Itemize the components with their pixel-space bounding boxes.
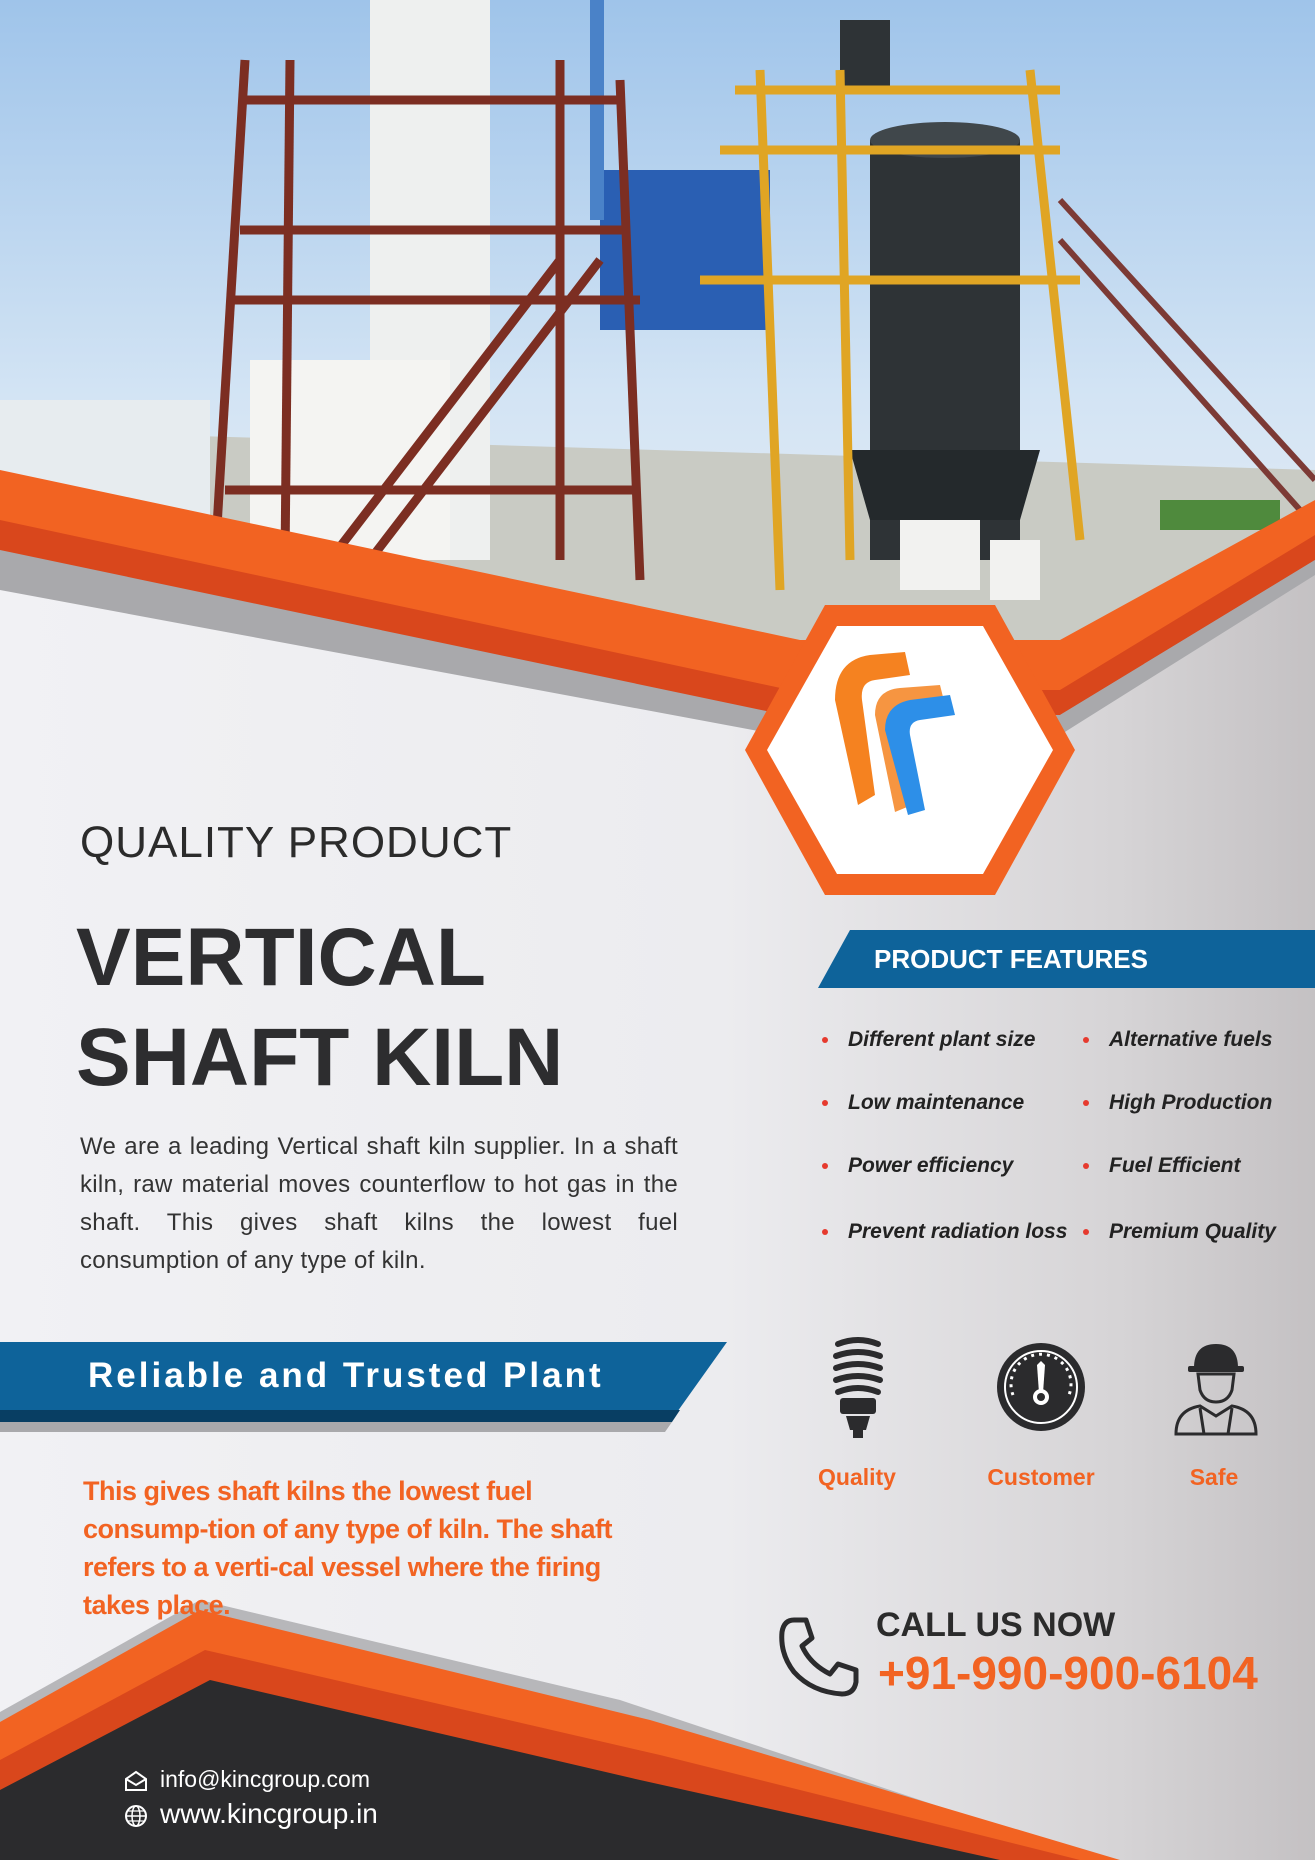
call-label: CALL US NOW [876,1606,1116,1644]
phone-number[interactable]: +91-990-900-6104 [878,1647,1258,1699]
badge-label: Customer [987,1464,1095,1490]
description: We are a leading Vertical shaft kiln supplier. In a shaft kiln, raw material moves counterflow to hot gas in the shaft. This gives shaft kilns the lowest fuel consumption of any type of kiln. [80,1133,678,1274]
highlight-text: This gives shaft kilns the lowest fuel consump-tion of any type of kiln. The shaft refers to a verti-cal vessel where the firing takes place. [83,1476,613,1620]
kicker: QUALITY PRODUCT [80,818,513,867]
bullet-icon [822,1037,828,1043]
banner-text: Reliable and Trusted Plant [88,1356,604,1395]
phone-icon [776,1614,862,1700]
feature-item: Low maintenance [822,1091,1024,1115]
feature-item: Prevent radiation loss [822,1220,1067,1244]
title-line-1: VERTICAL [76,912,486,1003]
email-link[interactable]: info@kincgroup.com [160,1766,370,1792]
bulb-icon [826,1336,890,1440]
bullet-icon [1083,1037,1089,1043]
bullet-icon [822,1100,828,1106]
bullet-icon [1083,1163,1089,1169]
page-title [76,908,563,1108]
title-line-2: SHAFT KILN [76,1012,564,1103]
globe-icon [124,1804,148,1828]
kinc-logo [740,600,1080,900]
feature-item: Fuel Efficient [1083,1154,1240,1178]
feature-item: Alternative fuels [1083,1028,1272,1052]
badge-label: Quality [818,1464,896,1490]
bullet-icon [1083,1229,1089,1235]
gauge-icon [995,1341,1087,1433]
badge-label: Safe [1189,1464,1239,1490]
mail-icon [124,1770,148,1792]
bullet-icon [1083,1100,1089,1106]
website-link[interactable]: www.kincgroup.in [160,1798,378,1829]
feature-item: Power efficiency [822,1154,1013,1178]
feature-item: Different plant size [822,1028,1035,1052]
feature-item: Premium Quality [1083,1220,1276,1244]
worker-icon [1170,1338,1262,1436]
feature-item: High Production [1083,1091,1272,1115]
features-heading: PRODUCT FEATURES [874,944,1148,974]
bullet-icon [822,1229,828,1235]
bullet-icon [822,1163,828,1169]
